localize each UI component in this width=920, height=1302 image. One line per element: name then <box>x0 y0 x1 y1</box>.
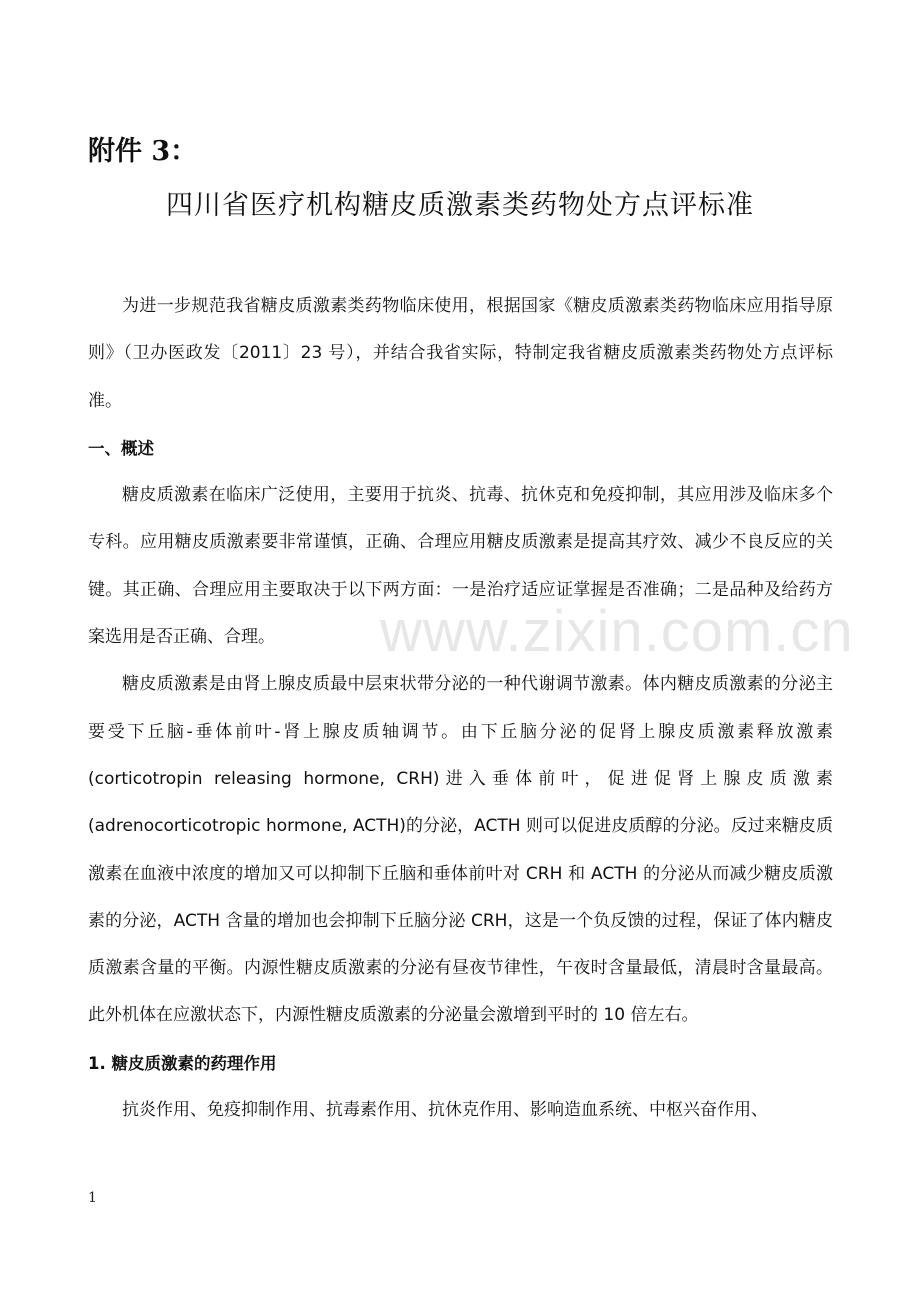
overview-paragraph-1: 糖皮质激素在临床广泛使用，主要用于抗炎、抗毒、抗休克和免疫抑制，其应用涉及临床多个专科。应用糖皮质激素要非常谨慎，正确、合理应用糖皮质激素是提高其疗效、减少不良反应的关键。其正确、合理应用主要取决于以下两方面：一是治疗适应证掌握是否准确；二是品种及给药方案选用是否正确、合理。 <box>88 485 833 648</box>
section-heading-overview: 一、概述 <box>88 438 154 458</box>
page-number: 1 <box>88 1190 97 1206</box>
watermark: www.zixin.com.cn <box>380 599 854 664</box>
document-title: 四川省医疗机构糖皮质激素类药物处方点评标准 <box>166 190 754 221</box>
overview-paragraph-2: 糖皮质激素是由肾上腺皮质最中层束状带分泌的一种代谢调节激素。体内糖皮质激素的分泌主要受下丘脑-垂体前叶-肾上腺皮质轴调节。由下丘脑分泌的促肾上腺皮质激素释放激素(corticotropin releasing hormone, CRH)进入垂体前叶，促进促肾上腺皮质激素(adrenocorticotropic hormone, ACTH)的分泌，ACTH 则可以促进皮质醇的分泌。反过来糖皮质激素在血液中浓度的增加又可以抑制下丘脑和垂体前叶对 CRH 和 ACTH 的分泌从而减少糖皮质激素的分泌，ACTH 含量的增加也会抑制下丘脑分泌 CRH，这是一个负反馈的过程，保证了体内糖皮质激素含量的平衡。内源性糖皮质激素的分泌有昼夜节律性，午夜时含量最低，清晨时含量最高。此外机体在应激状态下，内源性糖皮质激素的分泌量会激增到平时的 10 倍左右。 <box>88 674 833 1026</box>
pharmacology-paragraph: 抗炎作用、免疫抑制作用、抗毒素作用、抗休克作用、影响造血系统、中枢兴奋作用、 <box>122 1100 768 1121</box>
attachment-label: 附件 3： <box>88 136 198 167</box>
intro-paragraph: 为进一步规范我省糖皮质激素类药物临床使用，根据国家《糖皮质激素类药物临床应用指导原则》（卫办医政发〔2011〕23 号），并结合我省实际，特制定我省糖皮质激素类药物处方点评标准。 <box>88 296 833 411</box>
subsection-heading-pharmacology: 1. 糖皮质激素的药理作用 <box>88 1053 277 1073</box>
document-body <box>88 283 833 1134</box>
